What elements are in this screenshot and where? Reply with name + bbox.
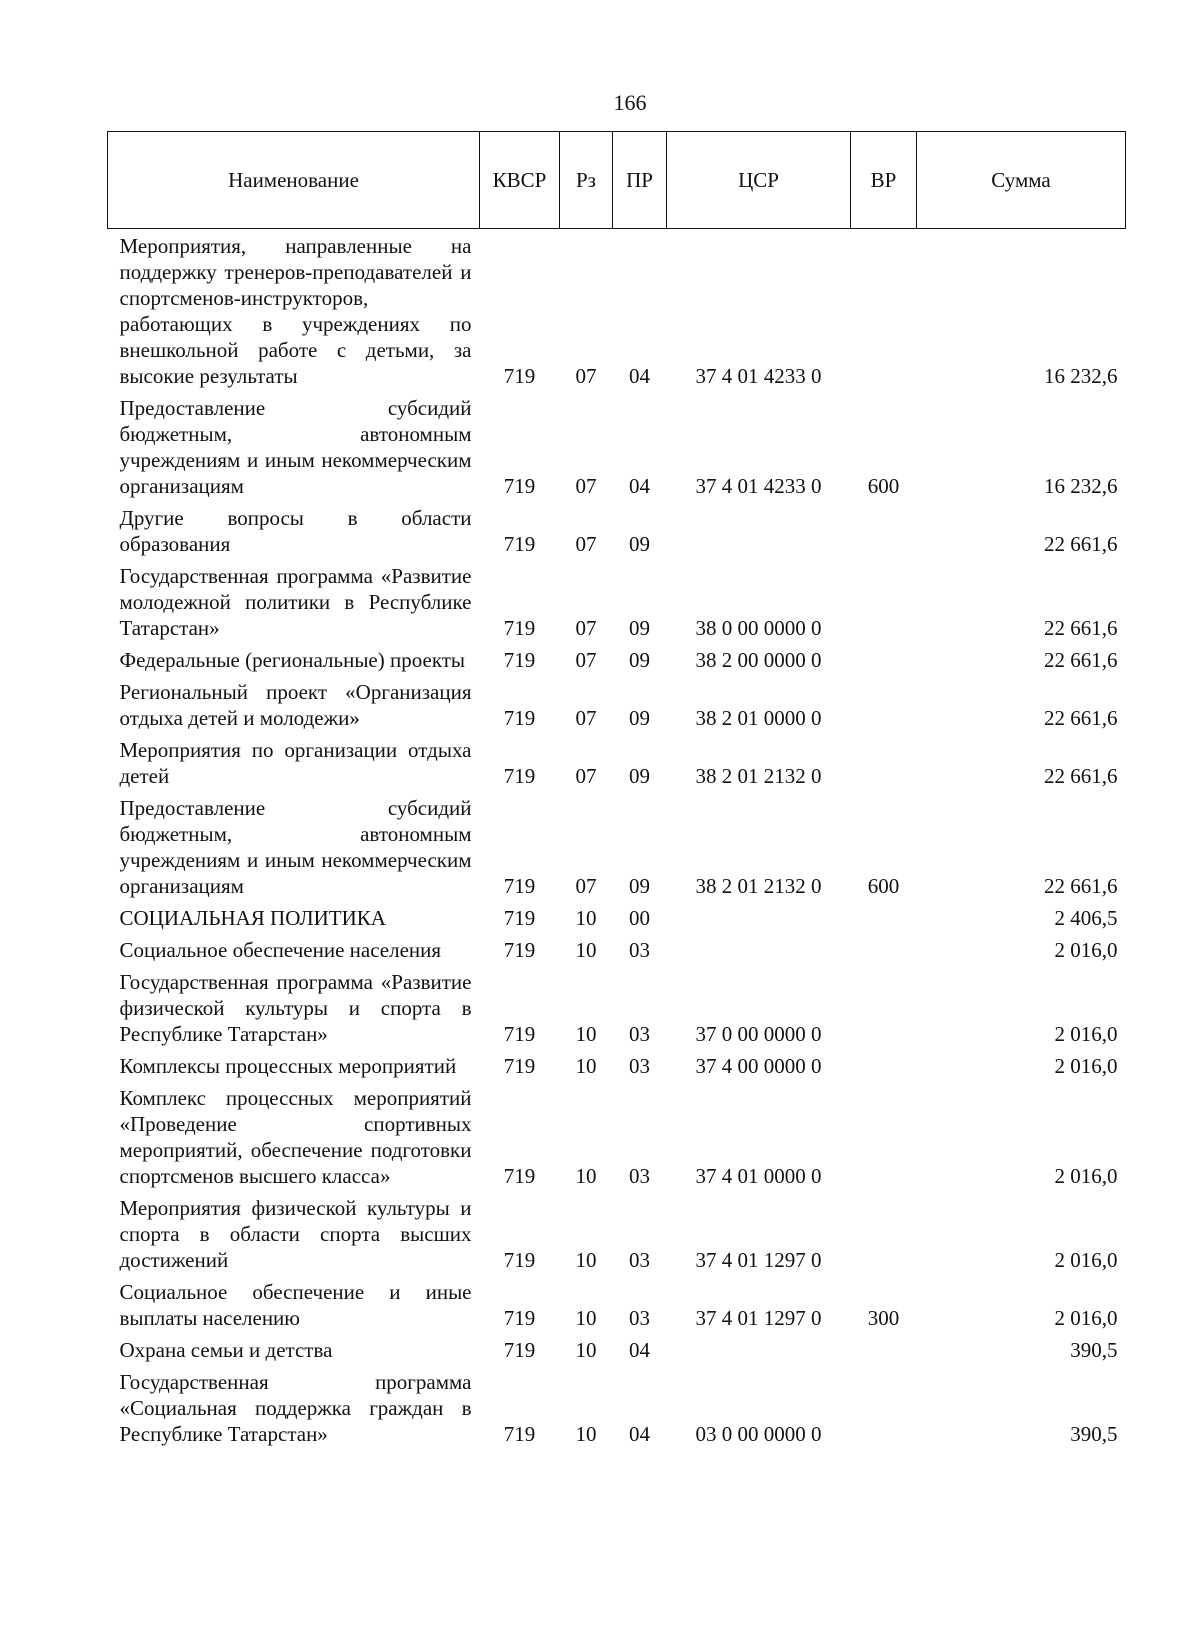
cell-csr: 03 0 00 0000 0 — [695, 1422, 822, 1446]
cell-vr — [851, 731, 917, 789]
cell-vr: 300 — [867, 1306, 900, 1330]
table-row — [108, 1079, 1126, 1189]
cell-rz: 10 — [575, 1248, 597, 1272]
col-header-pr: ПР — [613, 132, 667, 229]
cell-rz: 07 — [575, 648, 597, 672]
cell-sum: 16 232,6 — [1044, 474, 1118, 498]
cell-sum: 2 016,0 — [1054, 1164, 1118, 1188]
cell-kvsr: 719 — [503, 1338, 536, 1362]
table-row — [108, 931, 1126, 963]
cell-rz: 07 — [575, 874, 597, 898]
table-row — [108, 1363, 1126, 1447]
cell-kvsr: 719 — [503, 938, 536, 962]
col-header-rz: Рз — [560, 132, 613, 229]
cell-sum: 22 661,6 — [1044, 764, 1118, 788]
cell-rz: 10 — [575, 1054, 597, 1078]
cell-rz: 10 — [575, 906, 597, 930]
cell-vr — [851, 499, 917, 557]
cell-sum: 22 661,6 — [1044, 706, 1118, 730]
table-row — [108, 557, 1126, 641]
cell-rz: 10 — [575, 1022, 597, 1046]
cell-rz: 10 — [575, 1306, 597, 1330]
cell-vr — [851, 1331, 917, 1363]
cell-pr: 04 — [629, 1338, 650, 1362]
cell-sum: 16 232,6 — [1044, 364, 1118, 388]
table-row — [108, 789, 1126, 899]
cell-rz: 07 — [575, 764, 597, 788]
cell-name: Государственная программа «Развитие физической культуры и спорта в Республике Татарстан» — [119, 970, 472, 1046]
table-row — [108, 899, 1126, 931]
cell-kvsr: 719 — [503, 706, 536, 730]
cell-vr: 600 — [867, 474, 900, 498]
table-row — [108, 499, 1126, 557]
table-row — [108, 1273, 1126, 1331]
cell-vr — [851, 1047, 917, 1079]
cell-rz: 07 — [575, 616, 597, 640]
cell-csr: 38 2 01 2132 0 — [695, 764, 822, 788]
cell-name: Комплексы процессных мероприятий — [119, 1054, 457, 1078]
table-row — [108, 229, 1126, 390]
cell-name: Социальное обеспечение населения — [119, 938, 442, 962]
cell-kvsr: 719 — [503, 1022, 536, 1046]
cell-rz: 07 — [575, 532, 597, 556]
cell-kvsr: 719 — [503, 1054, 536, 1078]
cell-sum: 390,5 — [1070, 1422, 1118, 1446]
cell-csr: 38 2 01 0000 0 — [695, 706, 822, 730]
cell-pr: 09 — [629, 706, 650, 730]
table-row — [108, 641, 1126, 673]
cell-pr: 03 — [629, 1306, 650, 1330]
cell-pr: 03 — [629, 1164, 650, 1188]
cell-csr — [667, 1331, 851, 1363]
cell-rz: 10 — [575, 1422, 597, 1446]
cell-name: СОЦИАЛЬНАЯ ПОЛИТИКА — [119, 906, 386, 930]
cell-pr: 03 — [629, 1248, 650, 1272]
table-row — [108, 389, 1126, 499]
cell-kvsr: 719 — [503, 906, 536, 930]
cell-name: Государственная программа «Социальная поддержка граждан в Республике Татарстан» — [119, 1370, 472, 1446]
cell-sum: 22 661,6 — [1044, 616, 1118, 640]
table-row — [108, 1331, 1126, 1363]
cell-vr — [851, 931, 917, 963]
cell-pr: 03 — [629, 1022, 650, 1046]
cell-pr: 03 — [629, 1054, 650, 1078]
cell-name: Мероприятия по организации отдыха детей — [119, 738, 472, 788]
cell-name: Социальное обеспечение и иные выплаты населению — [119, 1280, 472, 1330]
cell-pr: 04 — [629, 1422, 650, 1446]
cell-rz: 10 — [575, 938, 597, 962]
cell-vr — [851, 673, 917, 731]
cell-pr: 03 — [629, 938, 650, 962]
cell-csr — [667, 499, 851, 557]
cell-csr: 38 2 00 0000 0 — [695, 648, 822, 672]
cell-pr: 09 — [629, 648, 650, 672]
cell-sum: 2 016,0 — [1054, 938, 1118, 962]
col-header-vr: ВР — [851, 132, 917, 229]
cell-vr — [851, 899, 917, 931]
cell-kvsr: 719 — [503, 532, 536, 556]
cell-kvsr: 719 — [503, 1164, 536, 1188]
cell-sum: 22 661,6 — [1044, 874, 1118, 898]
table-header-row — [108, 132, 1126, 229]
cell-pr: 09 — [629, 616, 650, 640]
cell-pr: 09 — [629, 532, 650, 556]
cell-csr: 37 0 00 0000 0 — [695, 1022, 822, 1046]
cell-vr — [851, 1189, 917, 1273]
cell-name: Предоставление субсидий бюджетным, автономным учреждениям и иным некоммерческим организациям — [119, 396, 472, 498]
cell-sum: 2 016,0 — [1054, 1248, 1118, 1272]
cell-pr: 04 — [629, 474, 650, 498]
cell-csr: 37 4 01 0000 0 — [695, 1164, 822, 1188]
cell-pr: 09 — [629, 874, 650, 898]
cell-sum: 2 406,5 — [1054, 906, 1118, 930]
col-header-sum: Сумма — [917, 132, 1126, 229]
cell-kvsr: 719 — [503, 648, 536, 672]
table-row — [108, 1047, 1126, 1079]
cell-vr — [851, 963, 917, 1047]
cell-kvsr: 719 — [503, 474, 536, 498]
cell-csr: 38 0 00 0000 0 — [695, 616, 822, 640]
cell-csr: 37 4 01 4233 0 — [695, 474, 822, 498]
cell-csr: 37 4 01 4233 0 — [695, 364, 822, 388]
cell-rz: 07 — [575, 364, 597, 388]
cell-rz: 07 — [575, 474, 597, 498]
cell-sum: 2 016,0 — [1054, 1022, 1118, 1046]
cell-csr: 37 4 01 1297 0 — [695, 1248, 822, 1272]
cell-rz: 07 — [575, 706, 597, 730]
col-header-csr: ЦСР — [667, 132, 851, 229]
table-row — [108, 963, 1126, 1047]
cell-pr: 09 — [629, 764, 650, 788]
cell-kvsr: 719 — [503, 616, 536, 640]
table-row — [108, 731, 1126, 789]
cell-kvsr: 719 — [503, 764, 536, 788]
cell-vr — [851, 557, 917, 641]
col-header-kvsr: КВСР — [480, 132, 560, 229]
cell-kvsr: 719 — [503, 364, 536, 388]
cell-kvsr: 719 — [503, 874, 536, 898]
cell-name: Мероприятия физической культуры и спорта в области спорта высших достижений — [119, 1196, 472, 1272]
cell-pr: 04 — [629, 364, 650, 388]
cell-vr — [851, 229, 917, 390]
cell-csr — [667, 899, 851, 931]
cell-rz: 10 — [575, 1164, 597, 1188]
col-header-name: Наименование — [108, 132, 480, 229]
cell-vr — [851, 1363, 917, 1447]
cell-name: Другие вопросы в области образования — [119, 506, 472, 556]
cell-vr: 600 — [867, 874, 900, 898]
cell-name: Охрана семьи и детства — [119, 1338, 333, 1362]
budget-table — [107, 131, 1126, 1447]
cell-sum: 22 661,6 — [1044, 648, 1118, 672]
cell-name: Предоставление субсидий бюджетным, автономным учреждениям и иным некоммерческим организациям — [119, 796, 472, 898]
cell-csr — [667, 931, 851, 963]
cell-csr: 38 2 01 2132 0 — [695, 874, 822, 898]
page-number: 166 — [613, 90, 647, 115]
cell-sum: 22 661,6 — [1044, 532, 1118, 556]
cell-pr: 00 — [629, 906, 650, 930]
table-row — [108, 673, 1126, 731]
cell-sum: 2 016,0 — [1054, 1054, 1118, 1078]
cell-kvsr: 719 — [503, 1422, 536, 1446]
cell-vr — [851, 641, 917, 673]
cell-rz: 10 — [575, 1338, 597, 1362]
cell-kvsr: 719 — [503, 1248, 536, 1272]
cell-sum: 390,5 — [1070, 1338, 1118, 1362]
cell-name: Мероприятия, направленные на поддержку тренеров-преподавателей и спортсменов-инструкторов, работающих в учреждениях по внешкольной работе с детьми, за высокие результаты — [119, 234, 472, 388]
cell-kvsr: 719 — [503, 1306, 536, 1330]
cell-csr: 37 4 00 0000 0 — [695, 1054, 822, 1078]
cell-vr — [851, 1079, 917, 1189]
cell-name: Комплекс процессных мероприятий «Проведение спортивных мероприятий, обеспечение подготовки спортсменов высшего класса» — [119, 1086, 472, 1188]
cell-csr: 37 4 01 1297 0 — [695, 1306, 822, 1330]
table-row — [108, 1189, 1126, 1273]
cell-name: Региональный проект «Организация отдыха детей и молодежи» — [119, 680, 472, 730]
cell-name: Государственная программа «Развитие молодежной политики в Республике Татарстан» — [119, 564, 472, 640]
cell-name: Федеральные (региональные) проекты — [119, 648, 466, 672]
cell-sum: 2 016,0 — [1054, 1306, 1118, 1330]
